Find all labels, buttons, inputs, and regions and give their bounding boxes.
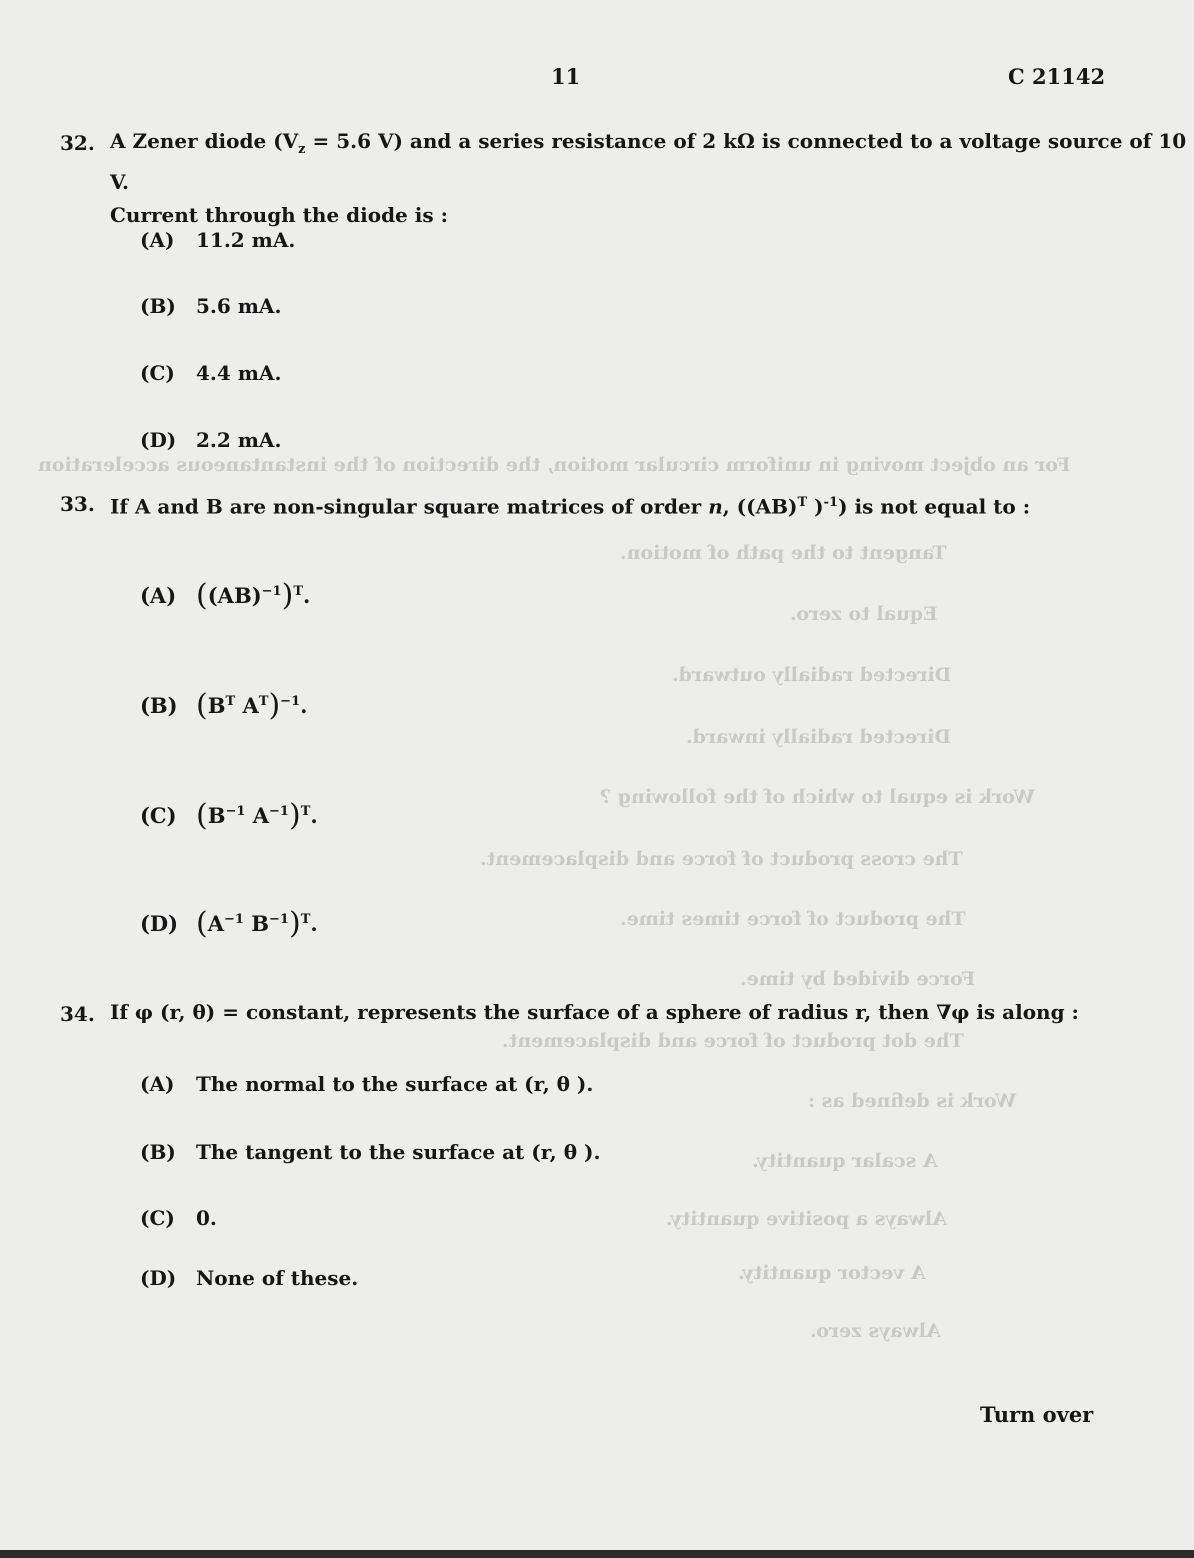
option-d[interactable] xyxy=(140,1266,358,1290)
option-a[interactable] xyxy=(140,1072,593,1096)
option-b[interactable] xyxy=(140,688,307,723)
bleed-line: Always a positive quantity. xyxy=(666,1208,947,1230)
question-text: A Zener diode ($V_z = 5.6$ V) and a series resistance of 2 kΩ is connected to a voltage source of 10 V. Current through the diode is : xyxy=(110,125,1194,232)
bleed-line: Directed radially inward. xyxy=(686,726,951,748)
bleed-line: A scalar quantity. xyxy=(752,1150,938,1172)
option-b[interactable] xyxy=(140,294,281,318)
option-text: 5.6 mA. xyxy=(196,294,282,318)
option-label: (A) xyxy=(140,1072,175,1096)
option-label: (C) xyxy=(140,803,177,828)
option-text: ($B^{-1}$ $A^{-1})^T$. xyxy=(196,798,318,833)
option-label: (D) xyxy=(140,911,179,936)
paper-code: C 21142 xyxy=(1008,64,1106,89)
option-label: (B) xyxy=(140,294,176,318)
option-label: (B) xyxy=(140,693,178,718)
bleed-line: Force divided by time. xyxy=(740,968,976,990)
bleed-line: The cross product of force and displacement. xyxy=(480,848,963,870)
option-label: (A) xyxy=(140,583,177,608)
bleed-line: For an object moving in uniform circular motion, the direction of the instantaneous acceleration xyxy=(38,454,1071,476)
option-label: (D) xyxy=(140,428,177,452)
option-label: (D) xyxy=(140,1266,177,1290)
option-text: The tangent to the surface at (r, θ ). xyxy=(196,1140,601,1164)
bleed-line: Tangent to the path of motion. xyxy=(620,542,947,564)
option-text: The normal to the surface at (r, θ ). xyxy=(196,1072,594,1096)
option-b[interactable] xyxy=(140,1140,600,1164)
option-a[interactable] xyxy=(140,228,295,252)
option-a[interactable] xyxy=(140,578,310,613)
page-number: 11 xyxy=(551,64,581,89)
bleed-line: Directed radially outward. xyxy=(672,664,952,686)
bleed-line: A vector quantity. xyxy=(738,1262,926,1284)
option-text: None of these. xyxy=(196,1266,359,1290)
question-number: 33. xyxy=(60,492,95,516)
bleed-line: The product of force times time. xyxy=(620,908,966,930)
option-label: (B) xyxy=(140,1140,176,1164)
option-d[interactable] xyxy=(140,428,281,452)
option-text: 11.2 mA. xyxy=(196,228,296,252)
option-text: 4.4 mA. xyxy=(196,361,282,385)
option-text: 2.2 mA. xyxy=(196,428,282,452)
question-number: 32. xyxy=(60,131,95,155)
option-label: (C) xyxy=(140,1206,175,1230)
bleed-line: Work is equal to which of the following ? xyxy=(600,786,1035,808)
option-c[interactable] xyxy=(140,361,281,385)
question-text-line2: Current through the diode is : xyxy=(110,203,448,227)
bleed-line: Equal to zero. xyxy=(790,603,938,625)
question-number: 34. xyxy=(60,1002,95,1026)
bleed-line: Work is defined as : xyxy=(808,1090,1017,1112)
option-text: ($A^{-1}$ $B^{-1})^T$. xyxy=(196,906,318,941)
option-label: (C) xyxy=(140,361,175,385)
option-c[interactable] xyxy=(140,1206,217,1230)
bleed-line: Always zero. xyxy=(810,1320,941,1342)
option-d[interactable] xyxy=(140,906,318,941)
option-text: 0. xyxy=(196,1206,217,1230)
page-bottom-edge xyxy=(0,1550,1194,1558)
option-label: (A) xyxy=(140,228,175,252)
option-text: ($B^T$ $A^T)^{-1}$. xyxy=(196,688,308,723)
option-text: $((AB)^{-1})^T$. xyxy=(196,578,311,613)
bleed-line: The dot product of force and displacement. xyxy=(502,1030,964,1052)
question-text: If A and B are non-singular square matrices of order n, ((AB)$^T$ )$^{-1}$) is not equal to : xyxy=(110,494,1031,519)
question-text: If φ (r, θ) = constant, represents the surface of a sphere of radius r, then ∇φ is along : xyxy=(110,1000,1079,1024)
turn-over-note: Turn over xyxy=(980,1402,1094,1427)
option-c[interactable] xyxy=(140,798,318,833)
